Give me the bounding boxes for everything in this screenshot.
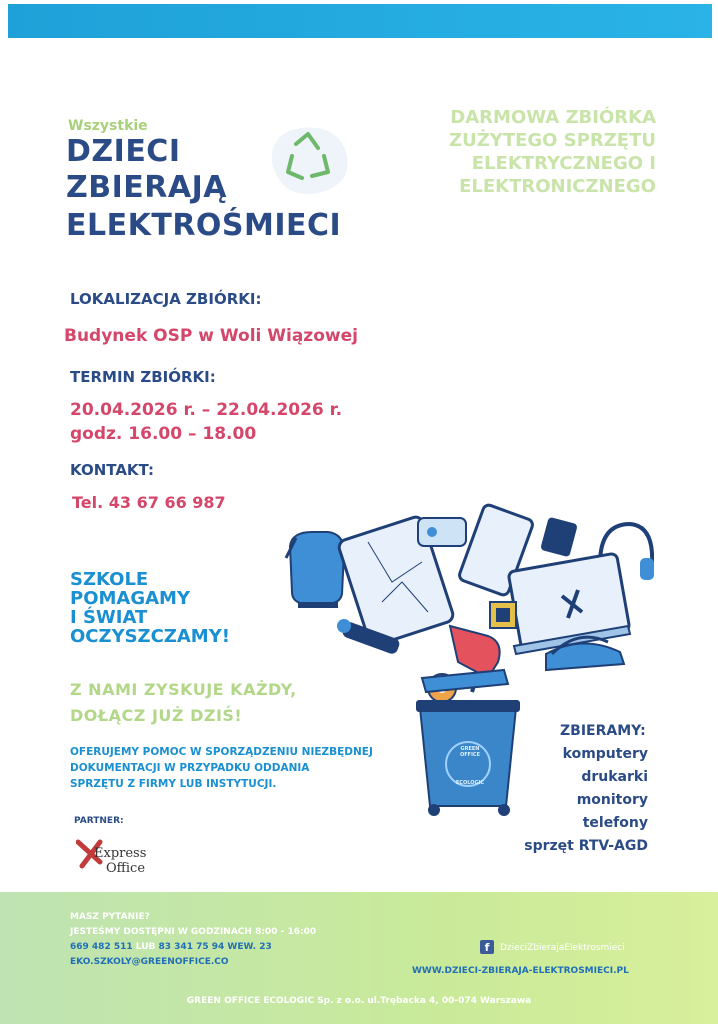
- footer-facebook[interactable]: DzieciZbierajaElektrosmieci: [500, 943, 625, 953]
- footer-phone-1[interactable]: 669 482 511: [70, 942, 133, 952]
- kettle-icon: [286, 532, 344, 608]
- offer-line-2: DOKUMENTACJI W PRZYPADKU ODDANIA: [70, 762, 310, 774]
- heading-line-3: ELEKTRYCZNEGO I: [471, 153, 656, 174]
- green-slogan-2: DOŁĄCZ JUŻ DZIŚ!: [70, 706, 243, 725]
- bin-label-bottom: ECOLOGIC: [455, 780, 485, 786]
- date-label: TERMIN ZBIÓRKI:: [70, 368, 216, 386]
- slogan-line-1: SZKOLE: [70, 569, 149, 590]
- bin-label-top: GREEN OFFICE: [459, 746, 481, 758]
- heading-line-4: ELEKTRONICZNEGO: [459, 176, 656, 197]
- green-slogan-1: Z NAMI ZYSKUJE KAŻDY,: [70, 680, 297, 699]
- title-line-3: ELEKTROŚMIECI: [66, 208, 342, 243]
- main-slogan: [70, 570, 230, 646]
- partner-label: PARTNER:: [74, 816, 124, 826]
- footer-company: GREEN OFFICE ECOLOGIC Sp. z o.o. ul.Trębacka 4, 00-074 Warszawa: [186, 996, 532, 1006]
- footer-website[interactable]: WWW.DZIECI-ZBIERAJA-ELEKTROSMIECI.PL: [412, 966, 629, 976]
- footer-or: LUB: [135, 942, 156, 952]
- footer-phones: [70, 942, 272, 952]
- time-value: godz. 16.00 – 18.00: [70, 424, 257, 444]
- mobile-icon: [540, 517, 578, 558]
- subtitle-wszystkie: Wszystkie: [68, 118, 148, 134]
- contact-label: KONTAKT:: [70, 461, 154, 479]
- contact-phone: Tel. 43 67 66 987: [72, 493, 226, 512]
- slogan-line-3: I ŚWIAT: [70, 607, 148, 628]
- collect-item-monitors: monitory: [576, 792, 648, 808]
- collect-item-printers: drukarki: [581, 769, 648, 785]
- title-line-1: DZIECI: [66, 134, 181, 169]
- facebook-icon[interactable]: f: [480, 940, 494, 954]
- offer-line-3: SPRZĘTU Z FIRMY LUB INSTYTUCJI.: [70, 778, 277, 790]
- collect-item-phones: telefony: [582, 815, 648, 831]
- slogan-line-4: OCZYSZCZAMY!: [70, 626, 230, 647]
- location-value: Budynek OSP w Woli Wiązowej: [64, 326, 358, 346]
- logo-text-1: Express: [94, 846, 147, 861]
- free-collection-heading: [392, 106, 656, 198]
- title-line-2: ZBIERAJĄ: [66, 170, 227, 205]
- collect-item-computers: komputery: [562, 746, 648, 762]
- collect-title: ZBIERAMY:: [560, 723, 646, 739]
- offer-line-1: OFERUJEMY POMOC W SPORZĄDZENIU NIEZBĘDNEJ: [70, 746, 373, 758]
- router-icon: [418, 518, 466, 546]
- recycle-icon: [262, 122, 354, 198]
- footer: [0, 892, 718, 1024]
- express-office-logo: [76, 832, 172, 880]
- logo-text-2: Office: [106, 861, 146, 876]
- heading-line-2: ZUŻYTEGO SPRZĘTU: [449, 130, 656, 151]
- slogan-line-2: POMAGAMY: [70, 588, 190, 609]
- collect-item-rtv: sprzęt RTV-AGD: [524, 838, 648, 854]
- chip-icon: [490, 602, 516, 628]
- location-label: LOKALIZACJA ZBIÓRKI:: [70, 290, 262, 308]
- footer-phone-2[interactable]: 83 341 75 94 WEW. 23: [158, 942, 272, 952]
- top-banner: [8, 4, 712, 38]
- date-value: 20.04.2026 r. – 22.04.2026 r.: [70, 400, 343, 420]
- laptop-icon: [508, 553, 630, 654]
- footer-question: MASZ PYTANIE?: [70, 912, 150, 922]
- heading-line-1: DARMOWA ZBIÓRKA: [450, 107, 656, 128]
- footer-hours: JESTEŚMY DOSTĘPNI W GODZINACH 8:00 - 16:00: [70, 927, 317, 937]
- footer-email[interactable]: EKO.SZKOLY@GREENOFFICE.CO: [70, 957, 229, 967]
